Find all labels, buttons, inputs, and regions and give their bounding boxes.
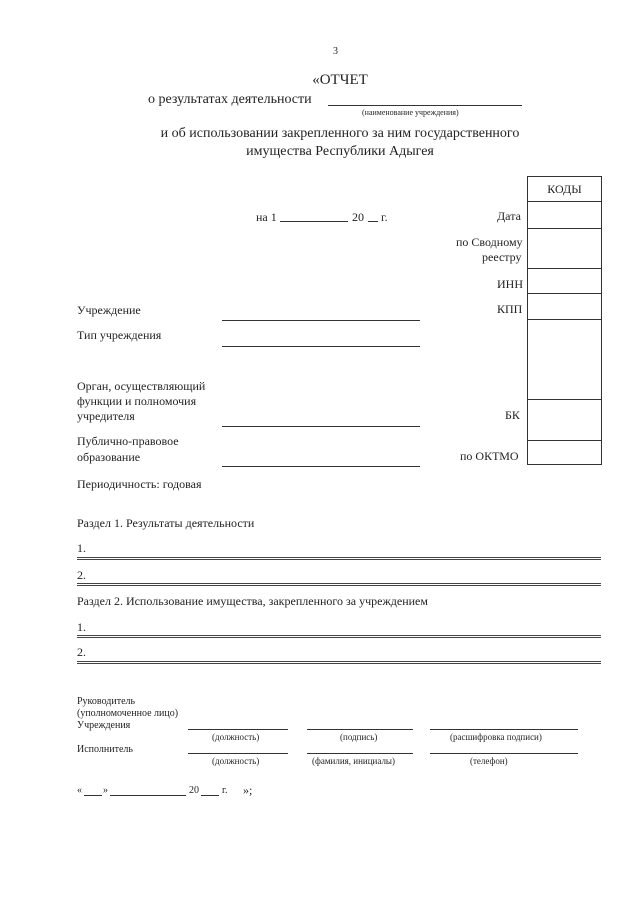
date-day-month-field[interactable] <box>280 221 348 222</box>
label-kpp: КПП <box>497 302 523 316</box>
footer-date-suffix: г. <box>222 785 228 796</box>
code-cell-periodicity[interactable] <box>528 441 602 465</box>
sig-head-3: Учреждения <box>77 720 131 731</box>
date-year-prefix: 20 <box>352 210 364 224</box>
footer-date-open: « <box>77 785 82 796</box>
section2-title: Раздел 2. Использование имущества, закрепленного за учреждением <box>77 594 428 608</box>
section2-item-1-line[interactable] <box>77 635 601 638</box>
report-subtitle-line3: и об использовании закрепленного за ним государственного <box>160 126 520 141</box>
report-title: «ОТЧЕТ <box>312 72 368 88</box>
sig-position-caption: (должность) <box>212 732 260 742</box>
sig-executor-phone-line[interactable] <box>430 753 578 754</box>
codes-header: КОДЫ <box>528 177 602 202</box>
label-registry-1: по Сводному <box>456 235 523 249</box>
section2-item-1: 1. <box>77 620 86 634</box>
field-organ-label-1: Орган, осуществляющий <box>77 379 206 393</box>
sig-phone-caption: (телефон) <box>470 756 508 766</box>
field-institution-type-line[interactable] <box>222 346 420 347</box>
field-organ-line[interactable] <box>222 426 420 427</box>
institution-name-field[interactable] <box>328 105 522 106</box>
code-cell-bk[interactable] <box>528 320 602 400</box>
date-year-suffix: г. <box>381 210 388 224</box>
sig-executor-position-line[interactable] <box>188 753 288 754</box>
sig-head-1: Руководитель <box>77 696 136 707</box>
codes-table <box>527 176 602 465</box>
section1-item-1-line[interactable] <box>77 557 601 560</box>
field-periodicity: Периодичность: годовая <box>77 477 202 491</box>
footer-date-day-field[interactable] <box>84 795 102 796</box>
sig-head-position-line[interactable] <box>188 729 288 730</box>
page-number: 3 <box>333 46 338 57</box>
report-subtitle-line4: имущества Республики Адыгея <box>246 144 434 159</box>
sig-head-signature-line[interactable] <box>307 729 413 730</box>
sig-head-2: (уполномоченное лицо) <box>77 708 179 719</box>
sig-name-caption: (фамилия, инициалы) <box>312 756 395 766</box>
sig-decode-caption: (расшифровка подписи) <box>450 732 542 742</box>
code-cell-registry[interactable] <box>528 229 602 269</box>
sig-position2-caption: (должность) <box>212 756 260 766</box>
label-registry-2: реестру <box>482 250 522 264</box>
sig-executor-name-line[interactable] <box>307 753 413 754</box>
code-cell-inn[interactable] <box>528 269 602 294</box>
section1-item-2: 2. <box>77 568 86 582</box>
code-cell-kpp[interactable] <box>528 294 602 320</box>
section1-item-1: 1. <box>77 541 86 555</box>
label-date: Дата <box>497 209 521 223</box>
sig-executor: Исполнитель <box>77 744 133 755</box>
field-institution-line[interactable] <box>222 320 420 321</box>
label-bk: БК <box>505 408 520 422</box>
institution-name-caption: (наименование учреждения) <box>362 108 459 117</box>
field-organ-label-3: учредителя <box>77 409 135 423</box>
section1-title: Раздел 1. Результаты деятельности <box>77 516 255 530</box>
footer-date-year-field[interactable] <box>201 795 219 796</box>
footer-date-year-prefix: 20 <box>189 785 199 796</box>
code-cell-oktmo[interactable] <box>528 400 602 441</box>
section1-item-2-line[interactable] <box>77 583 601 586</box>
report-subtitle-line2: о результатах деятельности <box>148 92 312 107</box>
field-public-entity-label-2: образование <box>77 450 141 464</box>
field-public-entity-label-1: Публично-правовое <box>77 434 179 448</box>
footer-date-month-field[interactable] <box>110 795 186 796</box>
sig-signature-caption: (подпись) <box>340 732 378 742</box>
field-institution-label: Учреждение <box>77 303 141 317</box>
field-institution-type-label: Тип учреждения <box>77 328 162 342</box>
label-inn: ИНН <box>497 277 523 291</box>
label-oktmo: по ОКТМО <box>460 449 519 463</box>
section2-item-2: 2. <box>77 645 86 659</box>
footer-date-end: »; <box>243 783 253 797</box>
field-organ-label-2: функции и полномочия <box>77 394 197 408</box>
footer-date-close: » <box>103 785 108 796</box>
sig-head-decode-line[interactable] <box>430 729 578 730</box>
section2-item-2-line[interactable] <box>77 661 601 664</box>
date-year-field[interactable] <box>368 221 378 222</box>
date-prefix: на 1 <box>256 210 277 224</box>
field-public-entity-line[interactable] <box>222 466 420 467</box>
code-cell-date[interactable] <box>528 202 602 229</box>
